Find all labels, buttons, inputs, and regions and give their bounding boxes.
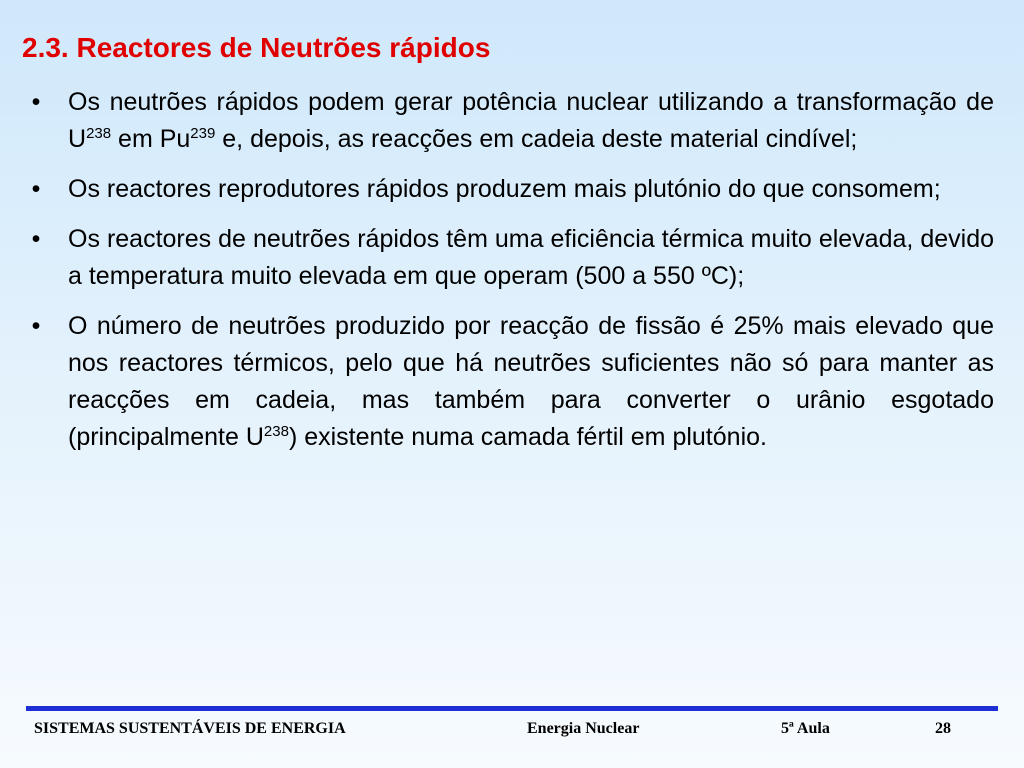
- bullet-text: [68, 84, 994, 158]
- superscript-isotope: 238: [263, 423, 289, 440]
- bullet-text: Os reactores de neutrões rápidos têm uma eficiência térmica muito elevada, devido a temperatura muito elevada em que operam (500 a 550 ºC);: [68, 225, 994, 290]
- slide-footer: [0, 718, 1024, 742]
- bullet-item-1: [26, 84, 994, 158]
- slide-title: 2.3. Reactores de Neutrões rápidos: [22, 32, 491, 63]
- bullet-text: Os reactores reprodutores rápidos produzem mais plutónio do que consomem;: [68, 175, 941, 203]
- bullet-list: [26, 84, 994, 469]
- superscript-isotope: 238: [86, 125, 112, 142]
- bullet-point-icon: •: [31, 175, 41, 203]
- bullet-item-2: [26, 171, 994, 208]
- bullet-point-icon: •: [31, 88, 41, 116]
- superscript-isotope: 239: [190, 125, 216, 142]
- footer-lesson: 5ª Aula: [781, 720, 830, 737]
- bullet-text-part: em Pu: [111, 125, 191, 153]
- bullet-text: [68, 308, 994, 456]
- bullet-point-icon: •: [31, 225, 41, 253]
- footer-topic: Energia Nuclear: [527, 720, 640, 737]
- bullet-item-4: [26, 308, 994, 456]
- footer-page-number: 28: [935, 720, 951, 737]
- bullet-text-part: Os neutrões rápidos podem gerar potência nuclear utilizando a transformação de U: [68, 88, 994, 153]
- bullet-text-part: O número de neutrões produzido por reacção de fissão é 25% mais elevado que nos reactores térmicos, pelo que há neutrões suficientes não só para manter as reacções em cadeia, mas também para converter o urânio esgotado (principalmente U: [68, 312, 994, 451]
- bullet-text-part: e, depois, as reacções em cadeia deste material cindível;: [215, 125, 858, 153]
- footer-divider: [26, 706, 998, 711]
- bullet-text-part: ) existente numa camada fértil em plutónio.: [288, 423, 767, 451]
- footer-course-name: SISTEMAS SUSTENTÁVEIS DE ENERGIA: [34, 720, 346, 737]
- bullet-point-icon: •: [31, 312, 41, 340]
- bullet-item-3: [26, 221, 994, 295]
